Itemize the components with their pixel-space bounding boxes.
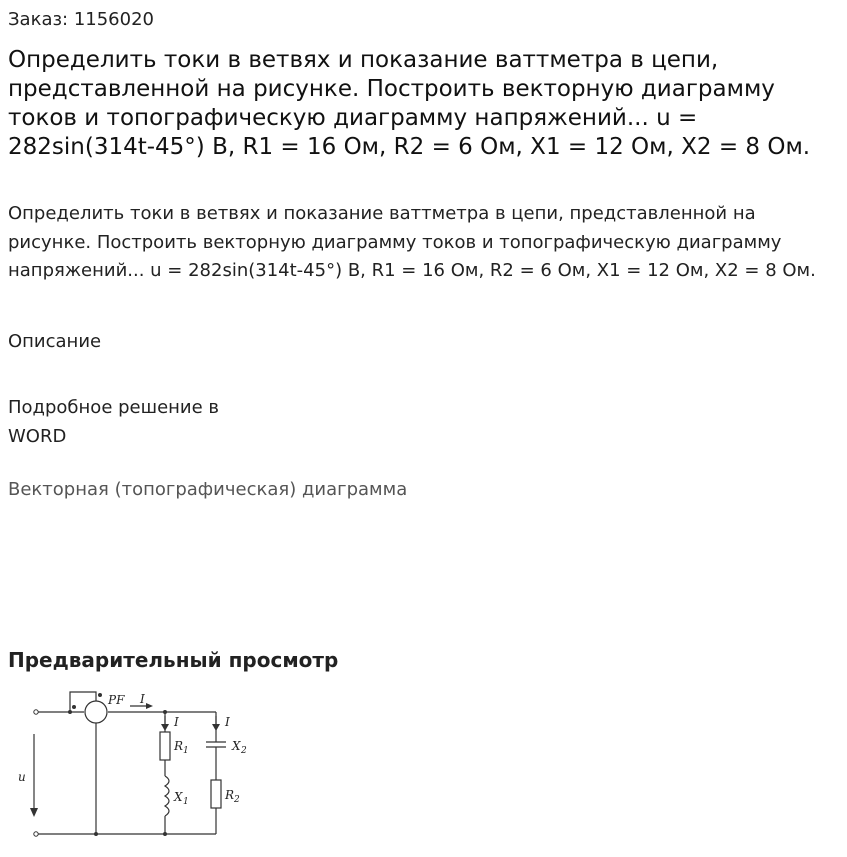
x1-sub-label: 1: [183, 797, 189, 807]
x2-sub-label: 2: [241, 746, 247, 756]
resistor-r1: [160, 732, 170, 760]
r1-sub-label: 1: [183, 746, 189, 756]
current-branch1-label: I: [174, 715, 179, 729]
wattmeter-label: PF: [108, 693, 125, 707]
inductor-x1: [165, 776, 169, 816]
r1-label: R: [174, 739, 184, 753]
vector-diagram-link[interactable]: Векторная (топографическая) диаграмма: [8, 479, 408, 500]
description-label: Описание: [8, 331, 102, 352]
x2-label: X: [232, 739, 241, 753]
current-branch2-label: I: [225, 715, 230, 729]
preview-heading: Предварительный просмотр: [8, 648, 339, 672]
solution-note: Подробное решение в WORD: [8, 397, 220, 447]
resistor-r2: [211, 780, 221, 808]
voltage-label: u: [18, 770, 26, 784]
x1-label: X: [174, 790, 183, 804]
r2-sub-label: 2: [234, 795, 240, 805]
order-number: Заказ: 1156020: [8, 9, 154, 30]
task-description: Определить токи в ветвях и показание ваттметра в цепи, представленной на рисунке. Построить векторную диаграмму токов и топографическую диаграмму напряжений... u = 282sin(314t-45°) В, R1 = 16 Ом, R2 = 6 Ом, X1 = 12 Ом, X2 = 8 Ом.: [8, 203, 816, 281]
circuit-schematic: [14, 684, 264, 844]
current-main-label: I: [140, 692, 145, 706]
wattmeter-icon: [85, 701, 107, 723]
r2-label: R: [225, 788, 235, 802]
page-title: Определить токи в ветвях и показание ваттметра в цепи, представленной на рисунке. Построить векторную диаграмму токов и топографическую диаграмму напряжений... u = 282sin(314t-45°) В, R1 = 16 Ом, R2 = 6 Ом, X1 = 12 Ом, X2 = 8 Ом.: [8, 47, 811, 160]
